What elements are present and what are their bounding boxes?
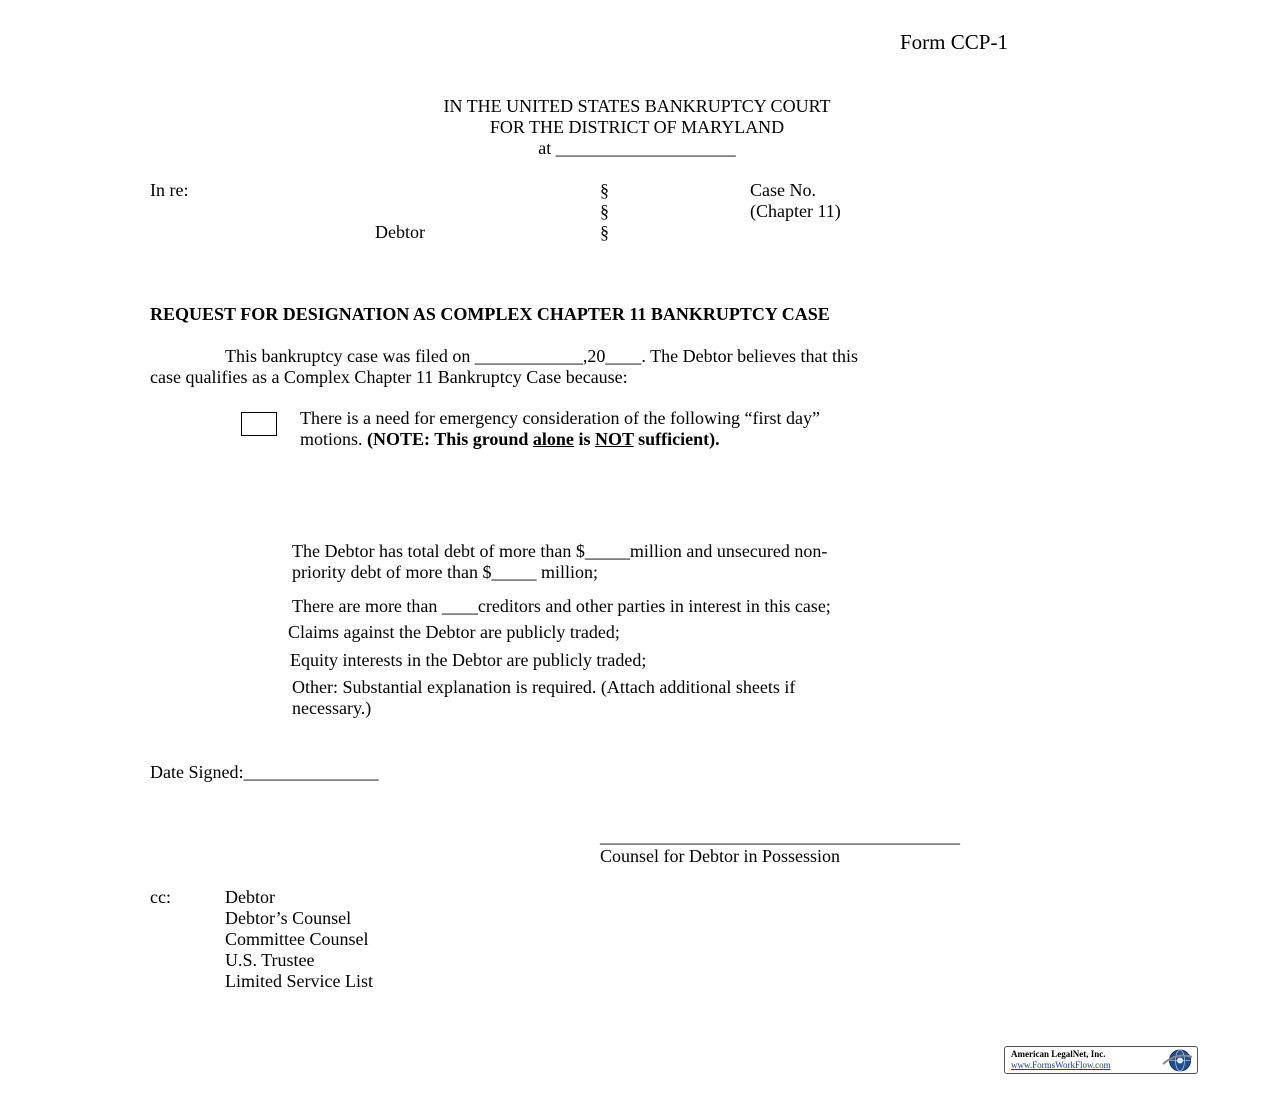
note-text	[367, 429, 720, 449]
cc-recipient: Limited Service List	[225, 971, 373, 991]
court-name: IN THE UNITED STATES BANKRUPTCY COURT	[443, 96, 831, 116]
in-re-label: In re:	[150, 180, 189, 200]
court-location: at ____________________	[538, 138, 736, 158]
badge-url-link[interactable]: www.FormsWorkFlow.com	[1011, 1060, 1111, 1070]
debtor-label: Debtor	[375, 222, 425, 242]
cc-recipient: Committee Counsel	[225, 929, 369, 949]
other-ground-line-1: Other: Substantial explanation is required. (Attach additional sheets if	[292, 677, 796, 697]
intro-line-2: case qualifies as a Complex Chapter 11 Bankruptcy Case because:	[150, 367, 628, 387]
note-end: sufficient).	[633, 429, 720, 449]
court-header	[300, 96, 974, 159]
note-alone: alone	[532, 429, 574, 449]
signature-line[interactable]: ________________________________________	[600, 826, 960, 846]
section-symbol: §	[600, 180, 609, 200]
equity-ground: Equity interests in the Debtor are publicly traded;	[290, 650, 647, 670]
cc-recipient: U.S. Trustee	[225, 950, 315, 970]
note-open: (NOTE: This ground	[367, 429, 533, 449]
case-no-label: Case No.	[750, 180, 816, 200]
document-title: REQUEST FOR DESIGNATION AS COMPLEX CHAPTER 11 BANKRUPTCY CASE	[150, 304, 830, 324]
cc-recipient-list	[225, 887, 373, 992]
cc-recipient: Debtor	[225, 887, 275, 907]
cc-recipient: Debtor’s Counsel	[225, 908, 352, 928]
section-symbol: §	[600, 222, 609, 242]
note-not: NOT	[594, 429, 634, 449]
debt-ground-line-1: The Debtor has total debt of more than $_____million and unsecured non-	[292, 541, 828, 561]
form-id: Form CCP-1	[900, 30, 1008, 54]
debt-ground-line-2: priority debt of more than $_____ million;	[292, 562, 598, 582]
motions-text: motions.	[300, 429, 368, 449]
intro-line-1: This bankruptcy case was filed on ____________,20____. The Debtor believes that this	[225, 346, 859, 366]
court-district: FOR THE DISTRICT OF MARYLAND	[489, 117, 785, 137]
emergency-ground-line-1: There is a need for emergency consideration of the following “first day”	[300, 408, 820, 428]
creditors-ground: There are more than ____creditors and other parties in interest in this case;	[292, 596, 831, 616]
cc-label: cc:	[150, 887, 171, 907]
date-signed-field[interactable]: Date Signed:_______________	[150, 762, 379, 782]
badge-company-name: American LegalNet, Inc.	[1011, 1049, 1106, 1059]
american-legalnet-badge[interactable]	[1004, 1046, 1198, 1074]
emergency-ground-line-2	[300, 429, 720, 450]
section-symbol: §	[600, 201, 609, 221]
signature-label: Counsel for Debtor in Possession	[600, 846, 840, 866]
other-ground-line-2: necessary.)	[292, 698, 372, 718]
chapter-label: (Chapter 11)	[750, 201, 841, 221]
emergency-ground-checkbox[interactable]	[241, 412, 277, 436]
claims-ground: Claims against the Debtor are publicly traded;	[288, 622, 620, 642]
globe-logo-icon	[1159, 1048, 1195, 1073]
note-is: is	[573, 429, 595, 449]
